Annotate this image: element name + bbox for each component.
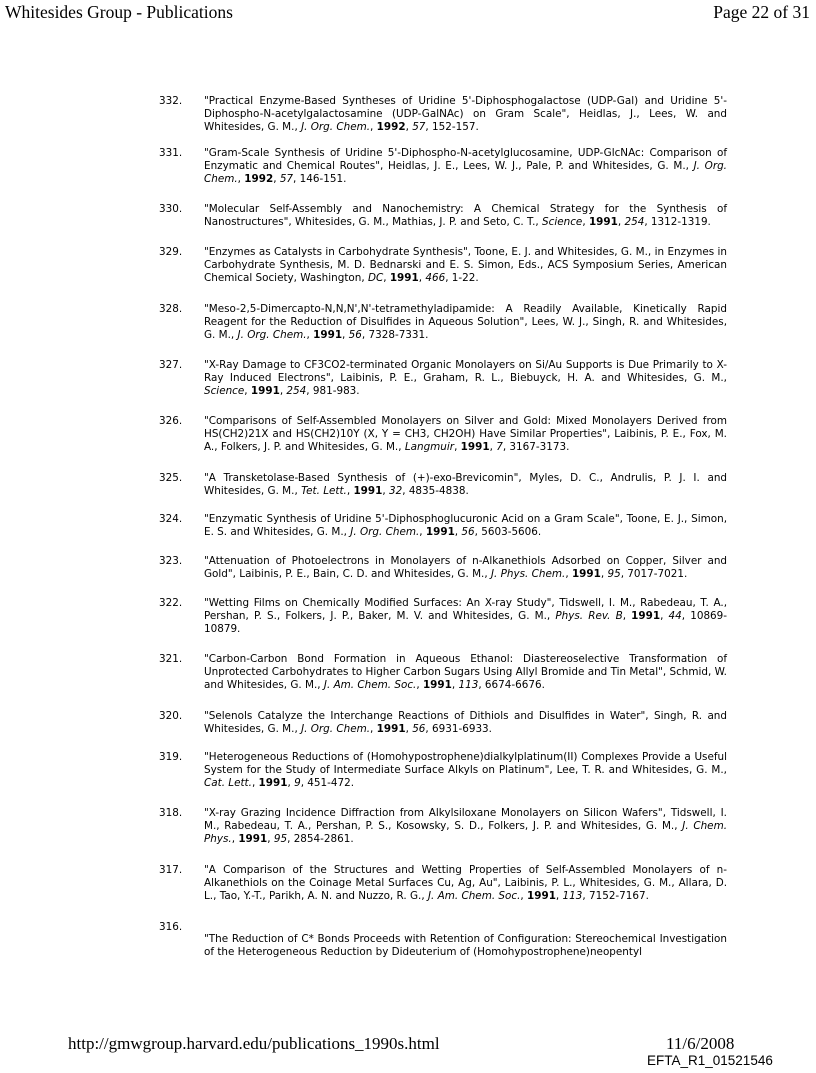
entry-number: 330. bbox=[159, 203, 183, 215]
entry-number: 323. bbox=[159, 555, 183, 567]
entry-citation: "Wetting Films on Chemically Modified Surfaces: An X-ray Study", Tidswell, I. M., Rabedeau, T. A., Pershan, P. S., Folkers, J. P., Baker, M. V. and Whitesides, G. M., Phys. Rev. B, 1991, 44, 10869-10879. bbox=[204, 597, 728, 636]
entry-citation: "Molecular Self-Assembly and Nanochemistry: A Chemical Strategy for the Synthesis of Nanostructures", Whitesides, G. M., Mathias, J. P. and Seto, C. T., Science, 1991, 254, 1312-1319. bbox=[204, 203, 727, 229]
footer-url: http://gmwgroup.harvard.edu/publications_1990s.html bbox=[68, 1034, 440, 1053]
entry-number: 316. bbox=[159, 921, 183, 933]
bates-number: EFTA_R1_01521546 bbox=[647, 1053, 773, 1068]
entry-citation: "X-ray Grazing Incidence Diffraction from Alkylsiloxane Monolayers on Silicon Wafers", Tidswell, I. M., Rabedeau, T. A., Pershan, P. S., Kosowsky, S. D., Folkers, J. P. and Whitesides, G. M., J. Chem. Phys., 1991, 95, 2854-2861. bbox=[204, 807, 728, 846]
entry-citation: "Carbon-Carbon Bond Formation in Aqueous Ethanol: Diastereoselective Transformation of Unprotected Carbohydrates to Higher Carbon Sugars Using Allyl Bromide and Tin Metal", Schmid, W. and Whitesides, G. M., J. Am. Chem. Soc., 1991, 113, 6674-6676. bbox=[204, 653, 727, 692]
header-site-title: Whitesides Group - Publications bbox=[5, 2, 233, 22]
entry-citation: "Selenols Catalyze the Interchange Reactions of Dithiols and Disulfides in Water", Singh, R. and Whitesides, G. M., J. Org. Chem., 1991, 56, 6931-6933. bbox=[204, 710, 727, 736]
entry-citation: "Attenuation of Photoelectrons in Monolayers of n-Alkanethiols Adsorbed on Copper, Silver and Gold", Laibinis, P. E., Bain, C. D. and Whitesides, G. M., J. Phys. Chem., 1991, 95, 7017-7021. bbox=[204, 555, 727, 581]
entry-citation: "Gram-Scale Synthesis of Uridine 5'-Diphospho-N-acetylglucosamine, UDP-GlcNAc: Comparison of Enzymatic and Chemical Routes", Heidlas, J. E., Lees, W. J., Pale, P. and Whitesides, G. M., J. Org. Chem., 1992, 57, 146-151. bbox=[204, 147, 727, 186]
header-page-number: Page 22 of 31 bbox=[713, 2, 810, 22]
entry-number: 321. bbox=[159, 653, 183, 665]
entry-number: 331. bbox=[159, 147, 183, 159]
entry-number: 326. bbox=[159, 415, 183, 427]
entry-citation: "Comparisons of Self-Assembled Monolayers on Silver and Gold: Mixed Monolayers Derived from HS(CH2)21X and HS(CH2)10Y (X, Y = CH3, CH2OH) Have Similar Properties", Laibinis, P. E., Fox, M. A., Folkers, J. P. and Whitesides, G. M., Langmuir, 1991, 7, 3167-3173. bbox=[204, 415, 727, 454]
entry-number: 320. bbox=[159, 710, 183, 722]
footer-date: 11/6/2008 bbox=[666, 1034, 735, 1053]
entry-number: 317. bbox=[159, 864, 183, 876]
entry-number: 332. bbox=[159, 95, 183, 107]
entry-citation: "Enzymes as Catalysts in Carbohydrate Synthesis", Toone, E. J. and Whitesides, G. M., in Enzymes in Carbohydrate Synthesis, M. D. Bednarski and E. S. Simon, Eds., ACS Symposium Series, American Chemical Society, Washington, DC, 1991, 466, 1-22. bbox=[204, 246, 727, 285]
entry-number: 324. bbox=[159, 513, 183, 525]
entry-number: 322. bbox=[159, 597, 183, 609]
entry-number: 329. bbox=[159, 246, 183, 258]
entry-number: 325. bbox=[159, 472, 183, 484]
entry-citation: "A Transketolase-Based Synthesis of (+)-exo-Brevicomin", Myles, D. C., Andrulis, P. J. I. and Whitesides, G. M., Tet. Lett., 1991, 32, 4835-4838. bbox=[204, 472, 727, 498]
entry-citation: "Heterogeneous Reductions of (Homohypostrophene)dialkylplatinum(II) Complexes Provide a Useful System for the Study of Intermediate Surface Alkyls on Platinum", Lee, T. R. and Whitesides, G. M., Cat. Lett., 1991, 9, 451-472. bbox=[204, 751, 727, 790]
entry-number: 328. bbox=[159, 303, 183, 315]
entry-number: 318. bbox=[159, 807, 183, 819]
entry-citation: "Enzymatic Synthesis of Uridine 5'-Diphosphoglucuronic Acid on a Gram Scale", Toone, E. J., Simon, E. S. and Whitesides, G. M., J. Org. Chem., 1991, 56, 5603-5606. bbox=[204, 513, 727, 539]
entry-number: 319. bbox=[159, 751, 183, 763]
entry-citation: "Practical Enzyme-Based Syntheses of Uridine 5'-Diphosphogalactose (UDP-Gal) and Uridine 5'-Diphospho-N-acetylgalactosamine (UDP-GalNAc) on Gram Scale", Heidlas, J., Lees, W. and Whitesides, G. M., J. Org. Chem., 1992, 57, 152-157. bbox=[204, 95, 727, 134]
entry-citation: "X-Ray Damage to CF3CO2-terminated Organic Monolayers on Si/Au Supports is Due Primarily to X-Ray Induced Electrons", Laibinis, P. E., Graham, R. L., Biebuyck, H. A. and Whitesides, G. M., Science, 1991, 254, 981-983. bbox=[204, 359, 727, 398]
entry-number: 327. bbox=[159, 359, 183, 371]
entry-citation: "A Comparison of the Structures and Wetting Properties of Self-Assembled Monolayers of n-Alkanethiols on the Coinage Metal Surfaces Cu, Ag, Au", Laibinis, P. L., Whitesides, G. M., Allara, D. L., Tao, Y.-T., Parikh, A. N. and Nuzzo, R. G., J. Am. Chem. Soc., 1991, 113, 7152-7167. bbox=[204, 864, 727, 903]
entry-citation: "The Reduction of C* Bonds Proceeds with Retention of Configuration: Stereochemical Investigation of the Heterogeneous Reduction by Dideuterium of (Homohypostrophene)neopentyl bbox=[204, 933, 727, 959]
entry-citation: "Meso-2,5-Dimercapto-N,N,N',N'-tetramethyladipamide: A Readily Available, Kinetically Rapid Reagent for the Reduction of Disulfides in Aqueous Solution", Lees, W. J., Singh, R. and Whitesides, G. M., J. Org. Chem., 1991, 56, 7328-7331. bbox=[204, 303, 727, 342]
